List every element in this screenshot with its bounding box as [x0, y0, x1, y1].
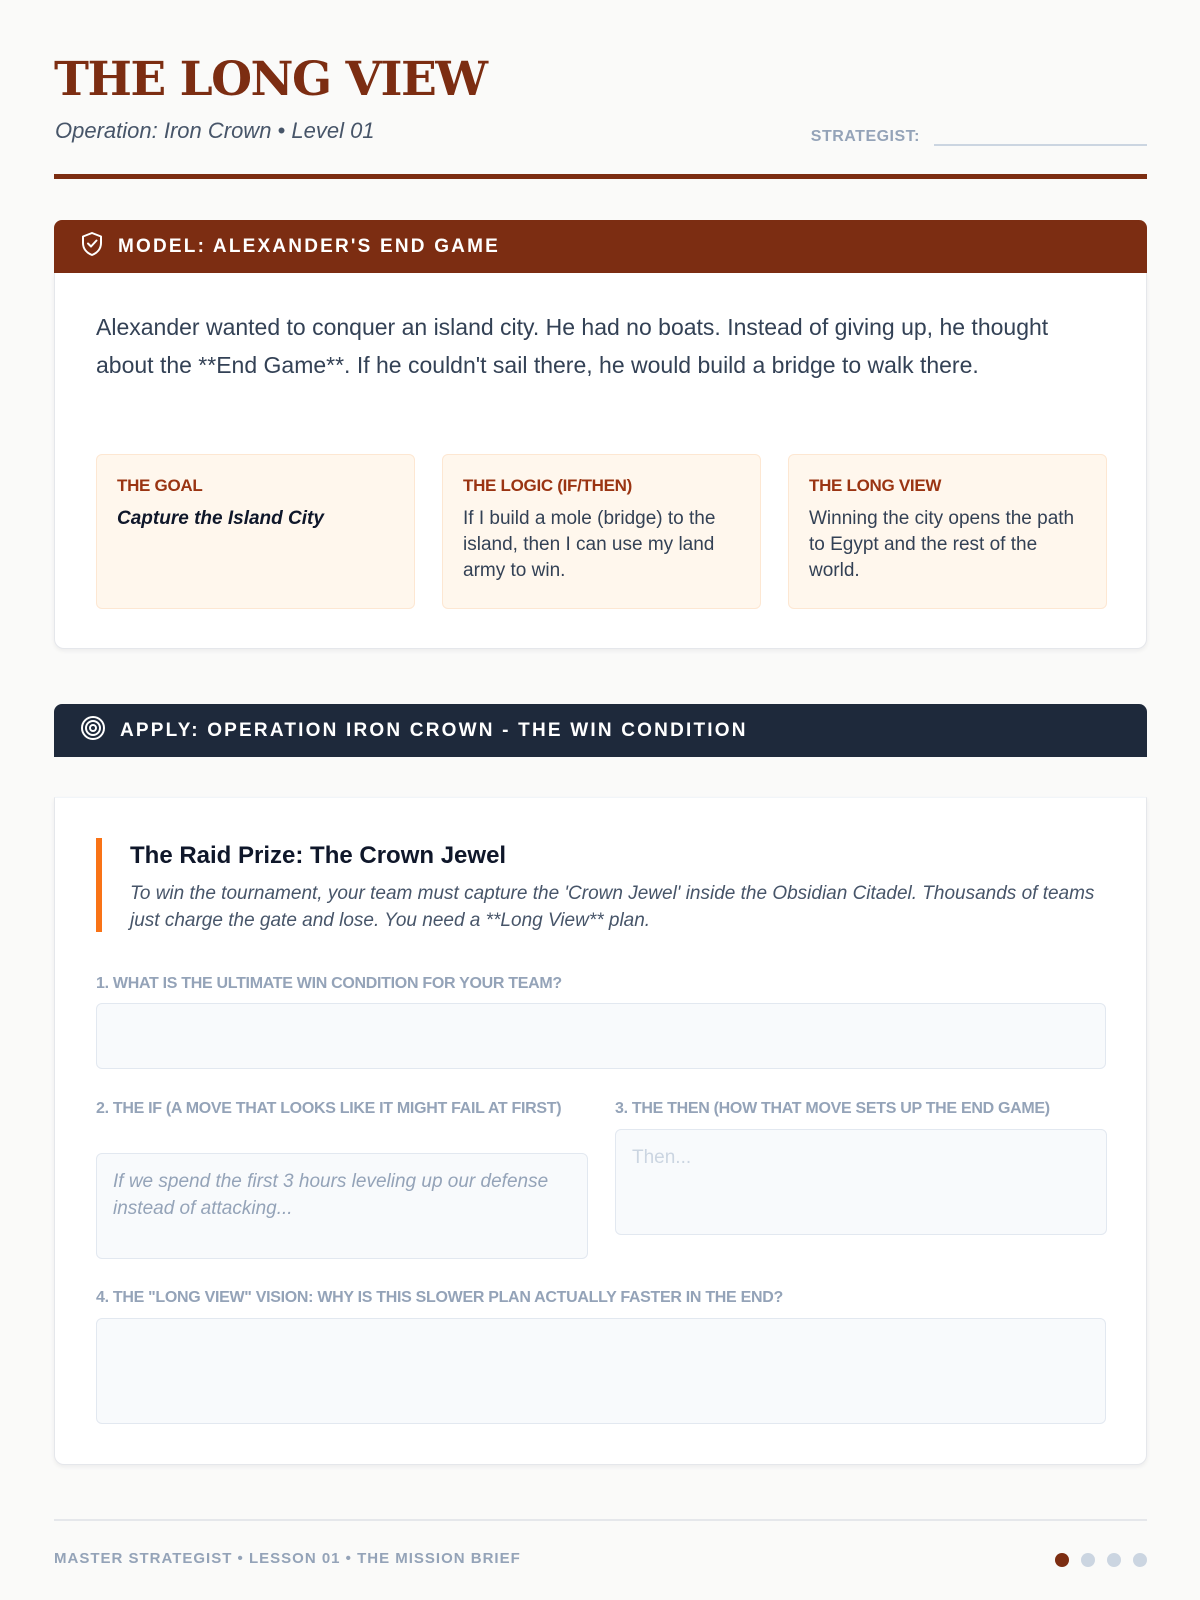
question-3-answer-field[interactable]: Then...	[615, 1129, 1107, 1235]
shield-check-icon	[80, 231, 104, 262]
raid-prize-callout	[96, 838, 1096, 932]
question-4-label: 4. THE "LONG VIEW" VISION: WHY IS THIS SLOWER PLAN ACTUALLY FASTER IN THE END?	[96, 1289, 783, 1306]
question-3-label: 3. THE THEN (HOW THAT MOVE SETS UP THE END GAME)	[615, 1100, 1050, 1117]
footer-divider	[54, 1519, 1147, 1521]
page-dot-2	[1081, 1553, 1095, 1567]
target-icon	[80, 715, 106, 746]
page-dot-3	[1107, 1553, 1121, 1567]
raid-prize-text: To win the tournament, your team must capture the 'Crown Jewel' inside the Obsidian Citadel. Thousands of teams just charge the gate and lose. You need a **Long View** plan.	[130, 883, 1095, 931]
strategist-field	[811, 124, 1147, 146]
logic-box-title: THE LOGIC (IF/THEN)	[463, 476, 633, 495]
page-dot-4	[1133, 1553, 1147, 1567]
question-1-label: 1. WHAT IS THE ULTIMATE WIN CONDITION FOR YOUR TEAM?	[96, 975, 562, 992]
footer-text: MASTER STRATEGIST • LESSON 01 • THE MISSION BRIEF	[54, 1550, 521, 1567]
logic-box	[442, 454, 761, 609]
model-intro-text: Alexander wanted to conquer an island city. He had no boats. Instead of giving up, he thought about the **End Game**. If he couldn't sail there, he would build a bridge to walk there.	[96, 314, 1049, 378]
question-2-answer-field[interactable]: If we spend the first 3 hours leveling up our defense instead of attacking...	[96, 1153, 588, 1259]
page-indicator	[1055, 1553, 1147, 1567]
raid-prize-title: The Raid Prize: The Crown Jewel	[130, 842, 507, 869]
apply-card-header	[54, 704, 1147, 757]
strategist-name-line[interactable]	[934, 124, 1147, 146]
strategist-label: STRATEGIST:	[810, 128, 920, 145]
long-view-box-text: Winning the city opens the path to Egypt and the rest of the world.	[809, 508, 1075, 581]
long-view-box	[788, 454, 1107, 609]
model-card-header	[54, 220, 1147, 273]
model-card	[54, 273, 1147, 649]
question-1-answer-field[interactable]	[96, 1003, 1106, 1069]
page-title: THE LONG VIEW	[54, 52, 487, 107]
apply-card-title: APPLY: OPERATION IRON CROWN - THE WIN CONDITION	[120, 719, 748, 741]
question-4-answer-field[interactable]	[96, 1318, 1106, 1424]
goal-box-text: Capture the Island City	[117, 508, 324, 529]
question-2-label: 2. THE IF (A MOVE THAT LOOKS LIKE IT MIGHT FAIL AT FIRST)	[96, 1100, 562, 1117]
page-dot-1	[1055, 1553, 1069, 1567]
header-divider	[54, 174, 1147, 179]
long-view-box-title: THE LONG VIEW	[809, 476, 942, 495]
goal-box	[96, 454, 415, 609]
page-subtitle: Operation: Iron Crown • Level 01	[55, 118, 375, 143]
goal-box-title: THE GOAL	[117, 476, 203, 495]
apply-card	[54, 797, 1147, 1465]
model-card-title: MODEL: ALEXANDER'S END GAME	[118, 235, 501, 257]
logic-box-text: If I build a mole (bridge) to the island, then I can use my land army to win.	[463, 508, 716, 581]
